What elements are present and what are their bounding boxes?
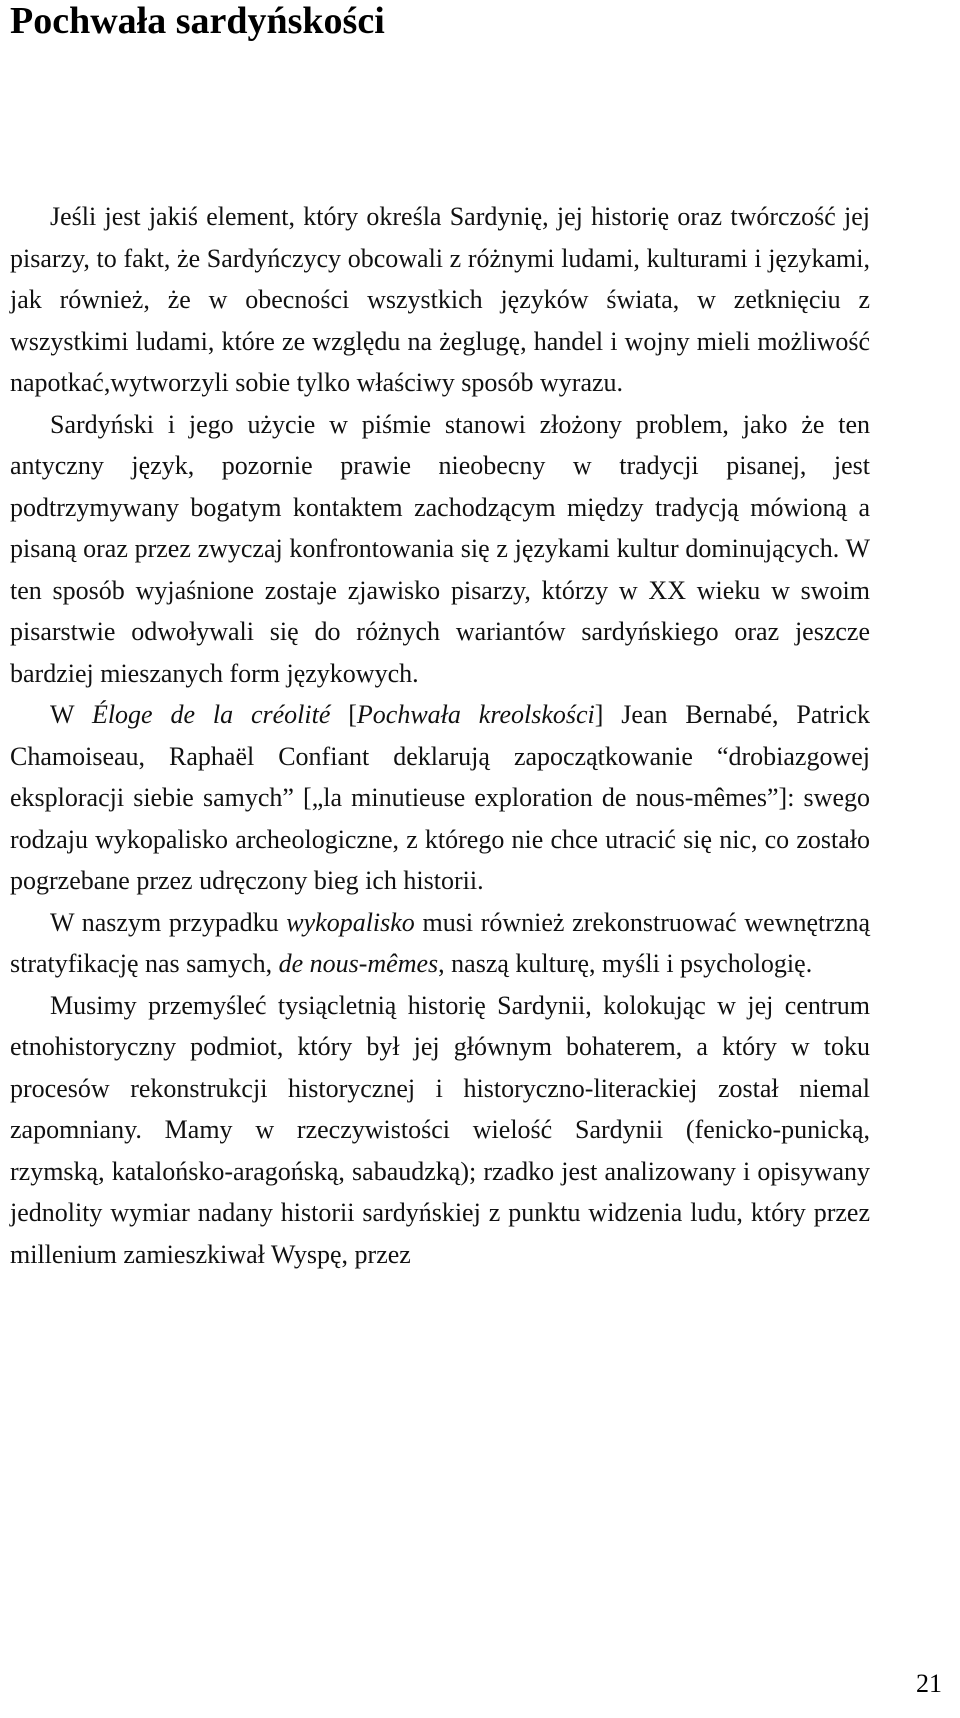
paragraph-4-text-2: musi również zrekonstruować wewnętrzną stratyfikację nas samych, [10,907,870,978]
paragraph-2: Sardyński i jego użycie w piśmie stanowi złożony problem, jako że ten antyczny język, pozornie prawie nieobecny w tradycji pisanej, jest podtrzymywany bogatym kontaktem zachodzącym między tradycją mówioną a pisaną oraz przez zwyczaj konfrontowania się z językami kultur dominujących. W ten sposób wyjaśnione zostaje zjawisko pisarzy, którzy w XX wieku w swoim pisarstwie odwoływali się do różnych wariantów sardyńskiego oraz jeszcze bardziej mieszanych form językowych. [10,409,870,688]
body-text [10,196,870,1275]
paragraph-5: Musimy przemyśleć tysiącletnią historię Sardynii, kolokując w jej centrum etnohistoryczny podmiot, który był jej głównym bohaterem, a który w toku procesów rekonstrukcji historycznej i historyczno-literackiej został niemal zapomniany. Mamy w rzeczywistości wielość Sardynii (fenicko-punicką, rzymską, katalońsko-aragońską, sabaudzką); rzadko jest analizowany i opisywany jednolity wymiar nadany historii sardyńskiej z punktu widzenia ludu, który przez millenium zamieszkiwał Wyspę, przez [10,990,870,1269]
page-number: 21 [916,1669,942,1698]
paragraph-4 [10,902,870,985]
italic-term-de-nous-memes: de nous-mêmes [278,949,439,978]
book-title-translation: Pochwała kreolskości [356,700,595,729]
paragraph-4-text-1: W naszym przypadku [50,907,287,937]
italic-term-wykopalisko: wykopalisko [286,907,415,937]
paragraph-3-text-1: W [50,700,92,729]
paragraph-3-text-2: [ [330,700,357,729]
paragraph-4-text-3: , naszą kulturę, myśli i psychologię. [438,949,813,978]
paragraph-1: Jeśli jest jakiś element, który określa Sardynię, jej historię oraz twórczość jej pisarzy, to fakt, że Sardyńczycy obcowali z różnymi ludami, kulturami i językami, jak również, że w obecności wszystkich języków świata, w zetknięciu z wszystkimi ludami, które ze względu na żeglugę, handel i wojny mieli możliwość napotkać,wytworzyli sobie tylko właściwy sposób wyrazu. [10,202,870,397]
page-title: Pochwała sardyńskości [10,0,385,42]
paragraph-3-text-3: ] Jean Bernabé, Patrick Chamoiseau, Raphaël Confiant deklarują zapoczątkowanie “drobiazgowej eksploracji siebie samych” [„la minutieuse exploration de nous-mêmes”]: swego rodzaju wykopalisko archeologiczne, z którego nie chce utracić się nic, co zostało pogrzebane przez udręczony bieg ich historii. [10,700,871,895]
book-title-eloge: Éloge de la créolité [91,700,331,729]
paragraph-3 [10,694,870,902]
